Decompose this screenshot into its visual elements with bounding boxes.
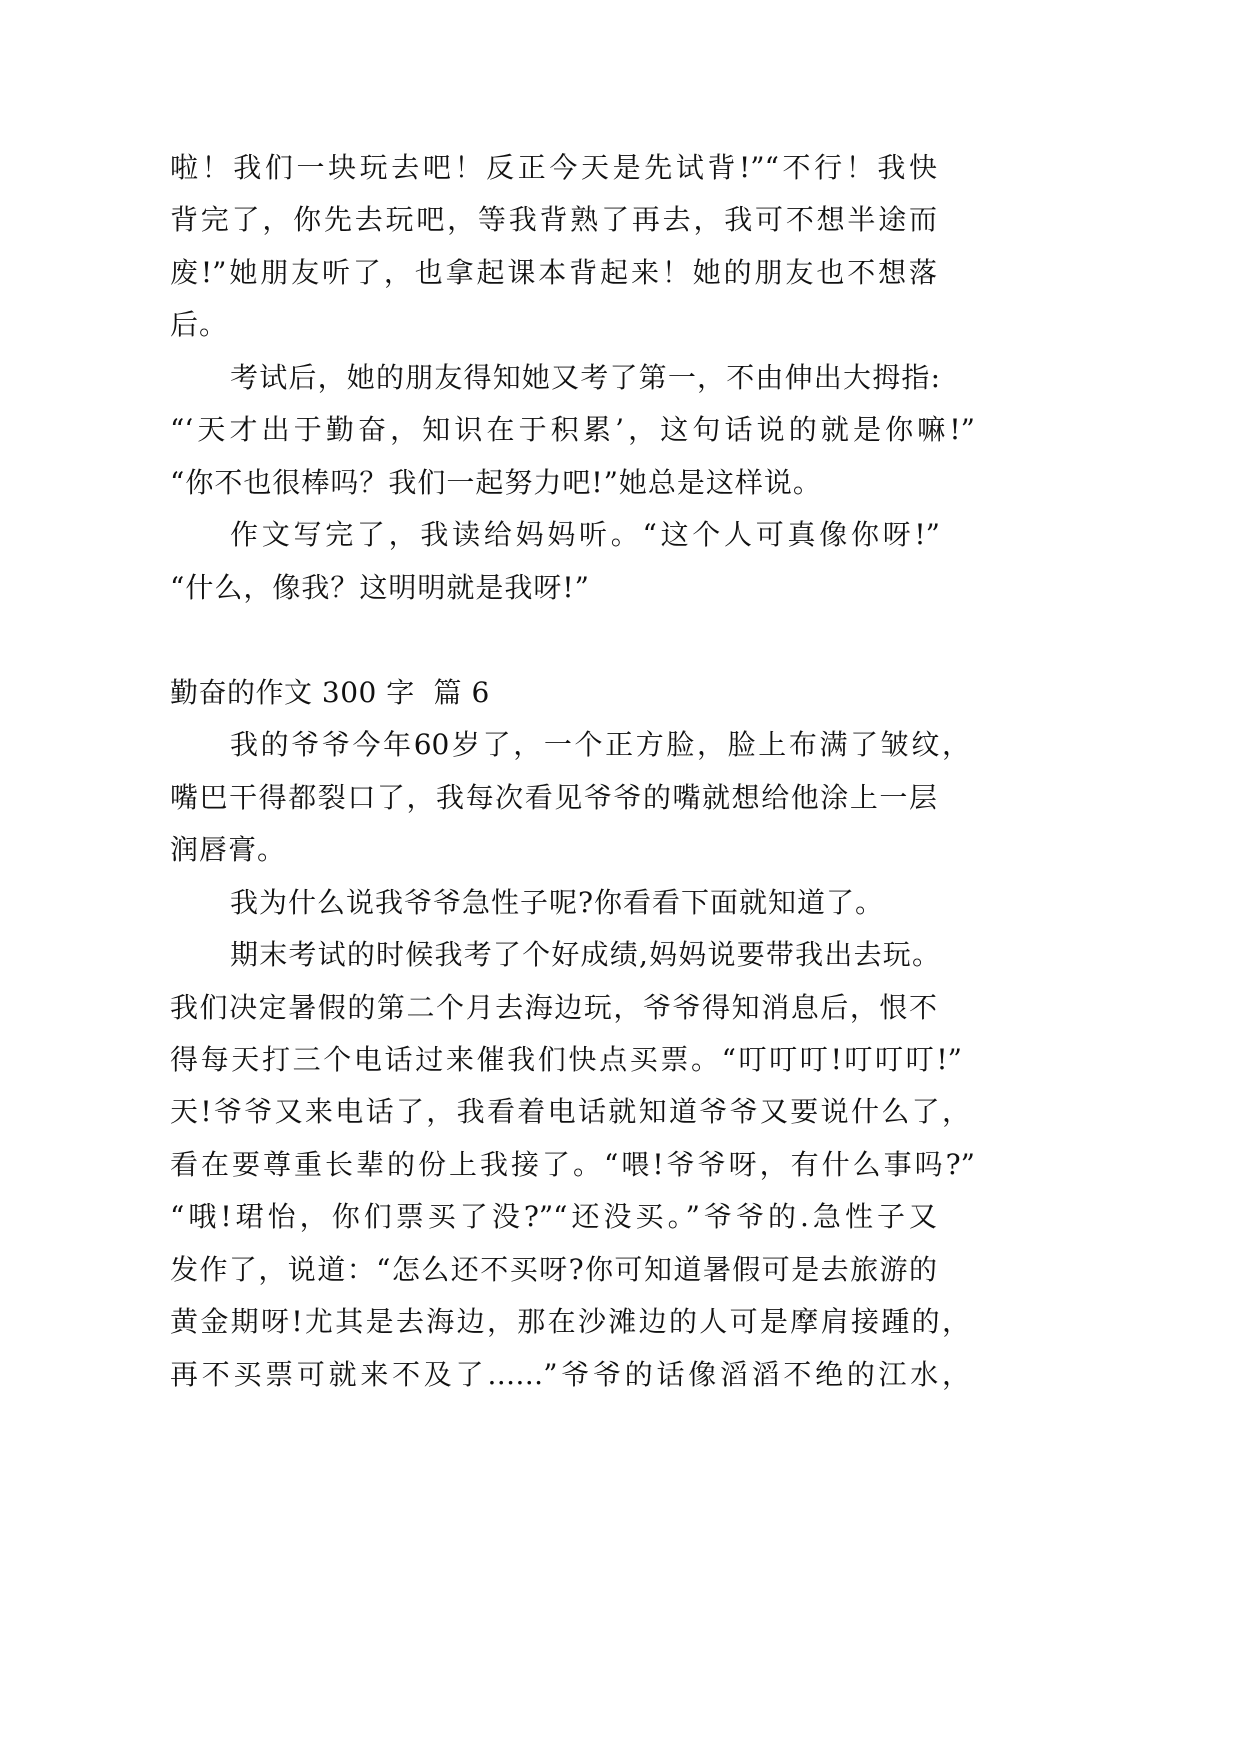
- paragraph-first-line: 我为什么说我爷爷急性子呢?你看看下面就知道了。: [230, 885, 885, 919]
- paragraph-first-line: 期末考试的时候我考了个好成绩,妈妈说要带我出去玩。: [230, 938, 940, 972]
- paragraph-first-line: 作文写完了，我读给妈妈听。“这个人可真像你呀!”: [230, 518, 940, 552]
- text-line: 后。: [170, 308, 229, 342]
- text-line: 看在要尊重长辈的份上我接了。“喂!爷爷呀，有什么事吗?”: [170, 1147, 975, 1181]
- text-line: “什么，像我？这明明就是我呀!”: [170, 570, 590, 604]
- text-line: 天!爷爷又来电话了，我看着电话就知道爷爷又要说什么了，: [170, 1095, 970, 1129]
- text-line: 再不买票可就来不及了……”爷爷的话像滔滔不绝的江水，: [170, 1357, 970, 1391]
- text-line: 发作了，说道：“怎么还不买呀?你可知道暑假可是去旅游的: [170, 1252, 937, 1286]
- paragraph-first-line: 考试后，她的朋友得知她又考了第一，不由伸出大拇指:: [230, 360, 940, 394]
- paragraph-first-line: 我的爷爷今年60岁了，一个正方脸，脸上布满了皱纹，: [230, 728, 970, 762]
- text-line: 废!”她朋友听了，也拿起课本背起来！她的朋友也不想落: [170, 255, 937, 289]
- text-line: 得每天打三个电话过来催我们快点买票。“叮叮叮!叮叮叮!”: [170, 1042, 962, 1076]
- text-line: 背完了，你先去玩吧，等我背熟了再去，我可不想半途而: [170, 203, 937, 237]
- text-line: “哦!珺怡，你们票买了没?”“还没买。”爷爷的.急性子又: [170, 1200, 937, 1234]
- document-page: [170, 142, 1000, 1401]
- text-line: 黄金期呀!尤其是去海边，那在沙滩边的人可是摩肩接踵的，: [170, 1305, 970, 1339]
- text-line: 润唇膏。: [170, 833, 287, 867]
- text-line: 嘴巴干得都裂口了，我每次看见爷爷的嘴就想给他涂上一层: [170, 780, 937, 814]
- text-line: 啦！我们一块玩去吧！反正今天是先试背!”“不行！我快: [170, 151, 937, 184]
- text-line: 我们决定暑假的第二个月去海边玩，爷爷得知消息后，恨不: [170, 990, 937, 1024]
- blank-line: [170, 614, 1000, 666]
- text-line: “‘天才出于勤奋，知识在于积累’，这句话说的就是你嘛!”: [170, 413, 975, 447]
- section-heading: 勤奋的作文 300 字 篇 6: [170, 675, 490, 709]
- text-line: “你不也很棒吗？我们一起努力吧!”她总是这样说。: [170, 465, 822, 499]
